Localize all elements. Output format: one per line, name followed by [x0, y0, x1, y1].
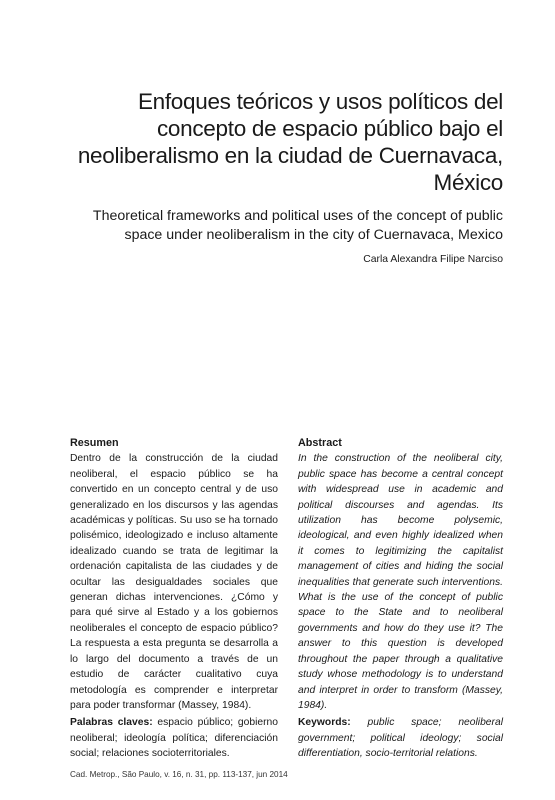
abstract-body: In the construction of the neoliberal city, public space has become a central concept with widespread use in academic and political discourses and agendas. Its utilization has become polysemic, ideological, and even highly idealized when it comes to legitimizing the capitalist management of cities and hiding the social inequalities that generate such interventions. What is the use of the concept of public space to the State and to neoliberal governments and how do they use it? The answer to this question is developed throughout the paper through a qualitative study whose methodology is to understand and interpret in order to transform (Massey, 1984). — [298, 453, 503, 711]
resumen-keywords — [70, 715, 278, 761]
resumen-keywords-label: Palabras claves: — [70, 717, 153, 729]
article-title: Enfoques teóricos y usos políticos del concepto de espacio público bajo el neoliberalismo en la ciudad de Cuernavaca, México — [77, 89, 503, 195]
article-subtitle: Theoretical frameworks and political uses of the concept of public space under neoliberalism in the city of Cuernavaca, Mexico — [92, 208, 503, 243]
resumen-heading: Resumen — [70, 437, 119, 449]
abstract-section — [298, 436, 503, 762]
abstract-keywords — [298, 715, 503, 761]
author-name: Carla Alexandra Filipe Narciso — [363, 254, 503, 265]
resumen-keywords-text: espacio público; gobierno neoliberal; ideología política; diferenciación social; relaciones socioterritoriales. — [70, 717, 278, 760]
resumen-body: Dentro de la construcción de la ciudad neoliberal, el espacio público se ha convertido en un concepto central y de uso generalizado en los discursos y las agendas académicas y políticas. Su uso se ha tornado polisémico, ideologizado e incluso altamente idealizado cuando se trata de legitimar la ordenación capitalista de las ciudades y de ocultar las desigualdades sociales que generan dichas intervenciones. ¿Cómo y para qué sirve al Estado y a los gobiernos neoliberales el concepto de espacio público? La respuesta a esta pregunta se desarrolla a lo largo del documento a través de un estudio de carácter cualitativo cuya metodología es comprender e interpretar para poder transformar (Massey, 1984). — [70, 453, 278, 711]
journal-citation: Cad. Metrop., São Paulo, v. 16, n. 31, pp. 113-137, jun 2014 — [70, 770, 288, 779]
abstract-keywords-text: public space; neoliberal government; political ideology; social differentiation, socio-territorial relations. — [298, 717, 503, 760]
abstract-heading: Abstract — [298, 437, 342, 449]
abstract-keywords-label: Keywords: — [298, 717, 351, 729]
resumen-section — [70, 436, 278, 762]
